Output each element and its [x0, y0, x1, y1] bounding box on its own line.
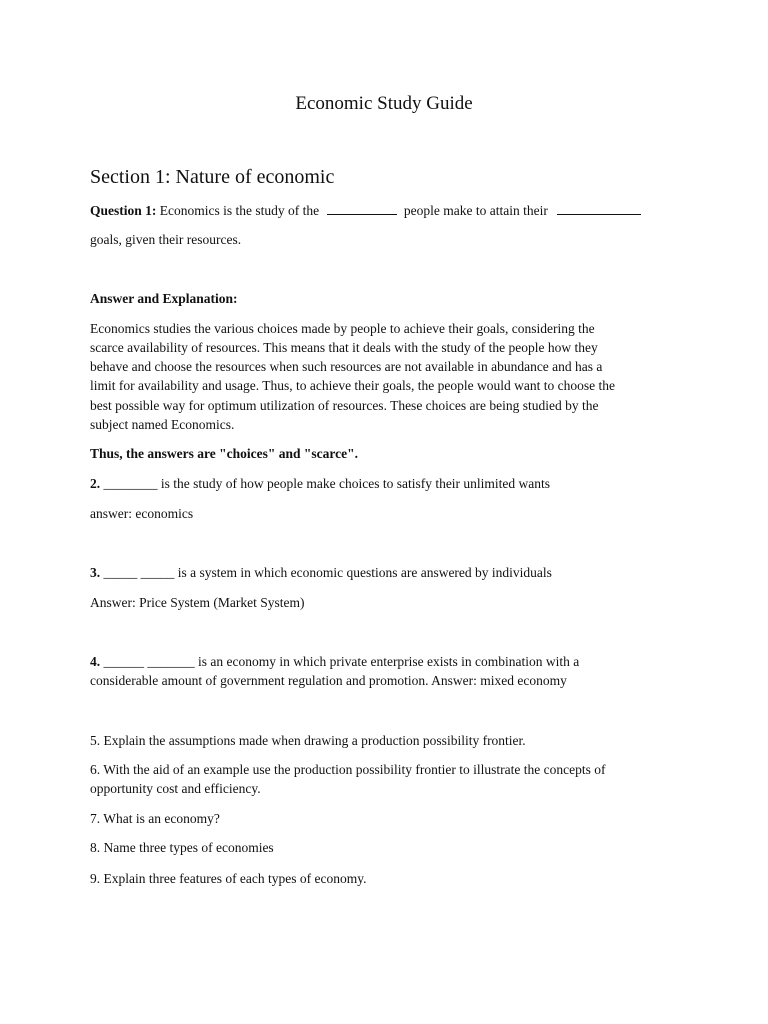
question-5: 5. Explain the assumptions made when drawing a production possibility frontier.	[90, 733, 526, 748]
question-6-line1: 6. With the aid of an example use the production possibility frontier to illustrate the concepts of	[90, 762, 606, 777]
explanation-line: behave and choose the resources when such resources are not available in abundance and has a	[90, 359, 603, 374]
explanation-line: scarce availability of resources. This means that it deals with the study of the people how they	[90, 340, 598, 355]
question-1-label: Question 1:	[90, 203, 157, 218]
question-4-line1	[90, 654, 579, 670]
question-2-blank: ________	[103, 476, 158, 491]
question-4-line2: considerable amount of government regulation and promotion. Answer: mixed economy	[90, 673, 567, 688]
question-4-number: 4.	[90, 654, 101, 669]
question-1-line1	[90, 202, 641, 219]
section-heading: Section 1: Nature of economic	[90, 166, 335, 188]
answers-summary-text: Thus, the answers are "choices" and "scarce".	[90, 446, 358, 461]
question-2-number: 2.	[90, 476, 101, 491]
question-3-blank: _____ _____	[103, 565, 175, 580]
question-3	[90, 565, 552, 581]
explanation-line: subject named Economics.	[90, 417, 235, 432]
question-1-blank-1	[327, 202, 397, 215]
question-1-text-b: people make to attain their	[403, 203, 548, 218]
answers-summary	[90, 446, 358, 462]
answer-heading-text: Answer and Explanation:	[90, 291, 238, 306]
explanation-line: best possible way for optimum utilization of resources. These choices are being studied by the	[90, 398, 599, 413]
question-1-blank-2	[557, 202, 641, 215]
question-6-line2: opportunity cost and efficiency.	[90, 781, 261, 796]
question-1-text-c: goals, given their resources.	[90, 232, 242, 247]
document-title: Economic Study Guide	[295, 93, 473, 114]
question-2-answer: answer: economics	[90, 506, 194, 521]
question-3-answer: Answer: Price System (Market System)	[90, 595, 305, 610]
question-2	[90, 476, 550, 492]
question-2-text: is the study of how people make choices to satisfy their unlimited wants	[160, 476, 551, 491]
explanation-line: limit for availability and usage. Thus, to achieve their goals, the people would want to choose the	[90, 378, 615, 393]
question-8: 8. Name three types of economies	[90, 840, 274, 855]
question-4-blank: ______ _______	[103, 654, 195, 669]
question-4-text: is an economy in which private enterprise exists in combination with a	[198, 654, 580, 669]
question-3-number: 3.	[90, 565, 101, 580]
question-3-text: is a system in which economic questions are answered by individuals	[177, 565, 552, 580]
question-9: 9. Explain three features of each types of economy.	[90, 871, 367, 886]
explanation-line: Economics studies the various choices made by people to achieve their goals, considering the	[90, 321, 595, 336]
question-7: 7. What is an economy?	[90, 811, 220, 826]
answer-heading	[90, 291, 238, 307]
question-1-text-a: Economics is the study of the	[159, 203, 320, 218]
